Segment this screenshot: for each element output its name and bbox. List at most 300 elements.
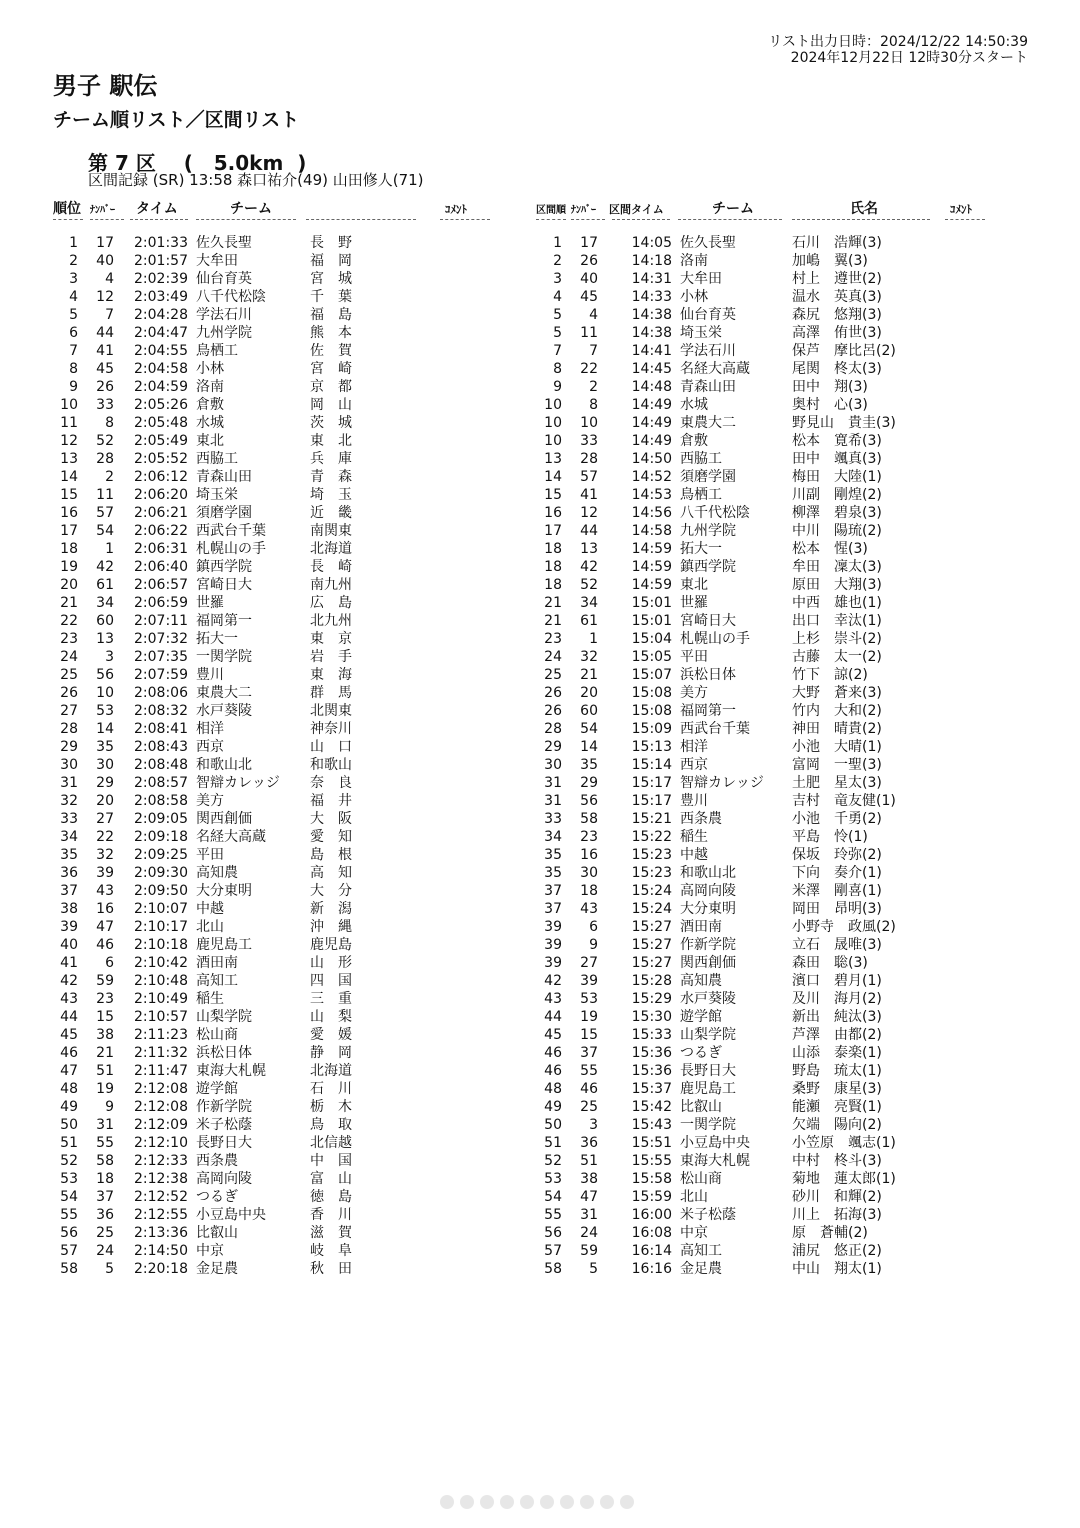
region-cell: 奈 良	[310, 775, 352, 791]
team-cell: 酒田南	[196, 955, 238, 971]
time-cell: 2:07:59	[134, 667, 188, 683]
section-rank-cell: 15	[544, 487, 562, 503]
number-cell: 7	[105, 307, 114, 323]
table-row	[52, 918, 360, 936]
section-rank-cell: 28	[544, 721, 562, 737]
rank-cell: 3	[69, 271, 78, 287]
rank-cell: 40	[60, 937, 78, 953]
start-info: 2024年12月22日 12時30分スタート	[790, 50, 1028, 66]
table-row	[52, 432, 360, 450]
team-cell: 浜松日体	[680, 667, 736, 683]
region-cell: 北九州	[310, 613, 352, 629]
team-cell: 名経大高蔵	[196, 829, 266, 845]
watermark-dots	[440, 1495, 650, 1513]
number-cell: 42	[96, 559, 114, 575]
number-cell: 31	[96, 1117, 114, 1133]
table-row	[534, 522, 938, 540]
rank-cell: 22	[60, 613, 78, 629]
team-cell: 世羅	[196, 595, 224, 611]
time-cell: 2:09:25	[134, 847, 188, 863]
table-row	[52, 1152, 360, 1170]
rank-cell: 9	[69, 379, 78, 395]
number-cell: 28	[96, 451, 114, 467]
team-cell: 大分東明	[196, 883, 252, 899]
table-row	[534, 1206, 938, 1224]
table-row	[534, 900, 938, 918]
table-row	[534, 936, 938, 954]
section-rank-cell: 31	[544, 793, 562, 809]
section-time-cell: 16:08	[631, 1225, 672, 1241]
region-cell: 鳥 取	[310, 1117, 352, 1133]
number-cell: 15	[580, 1027, 598, 1043]
section-rank-cell: 39	[544, 955, 562, 971]
rank-cell: 8	[69, 361, 78, 377]
number-cell: 6	[105, 955, 114, 971]
number-cell: 36	[96, 1207, 114, 1223]
table-row	[534, 342, 938, 360]
region-cell: 熊 本	[310, 325, 352, 341]
table-row	[534, 288, 938, 306]
number-cell: 31	[580, 1207, 598, 1223]
team-cell: 和歌山北	[196, 757, 252, 773]
team-cell: 水戸葵陵	[196, 703, 252, 719]
table-row	[534, 486, 938, 504]
number-cell: 53	[96, 703, 114, 719]
number-cell: 59	[96, 973, 114, 989]
section-time-cell: 15:27	[631, 937, 672, 953]
team-cell: 札幌山の手	[196, 541, 266, 557]
region-cell: 近 畿	[310, 505, 352, 521]
number-cell: 32	[96, 847, 114, 863]
team-cell: 鎮西学院	[680, 559, 736, 575]
table-row	[52, 630, 360, 648]
table-row	[534, 468, 938, 486]
table-row	[52, 990, 360, 1008]
team-cell: 和歌山北	[680, 865, 736, 881]
time-cell: 2:08:43	[134, 739, 188, 755]
region-cell: 石 川	[310, 1081, 352, 1097]
team-cell: 高知工	[680, 1243, 722, 1259]
rank-cell: 27	[60, 703, 78, 719]
time-cell: 2:06:59	[134, 595, 188, 611]
left-header-comment: ｺﾒﾝﾄ	[445, 203, 467, 216]
section-time-cell: 15:17	[631, 775, 672, 791]
right-header-time: 区間タイム	[609, 203, 664, 216]
region-cell: 広 島	[310, 595, 352, 611]
team-order-table	[52, 234, 360, 1278]
runner-name-cell: 川上 拓海(3)	[792, 1207, 882, 1223]
runner-name-cell: 濱口 碧月(1)	[792, 973, 882, 989]
section-rank-cell: 14	[544, 469, 562, 485]
table-row	[534, 828, 938, 846]
runner-name-cell: 梅田 大陸(1)	[792, 469, 882, 485]
number-cell: 58	[96, 1153, 114, 1169]
team-cell: 東海大札幌	[680, 1153, 750, 1169]
number-cell: 56	[580, 793, 598, 809]
rank-cell: 33	[60, 811, 78, 827]
output-datetime-block	[768, 34, 1028, 66]
number-cell: 22	[580, 361, 598, 377]
team-cell: 世羅	[680, 595, 708, 611]
section-time-cell: 15:24	[631, 901, 672, 917]
runner-name-cell: 高澤 侑世(3)	[792, 325, 882, 341]
section-time-cell: 14:41	[631, 343, 672, 359]
team-cell: 西京	[680, 757, 708, 773]
time-cell: 2:20:18	[134, 1261, 188, 1277]
time-cell: 2:06:21	[134, 505, 188, 521]
number-cell: 54	[96, 523, 114, 539]
table-row	[52, 612, 360, 630]
table-row	[52, 1098, 360, 1116]
team-cell: 西武台千葉	[680, 721, 750, 737]
region-cell: 静 岡	[310, 1045, 352, 1061]
table-row	[534, 432, 938, 450]
number-cell: 28	[580, 451, 598, 467]
table-row	[534, 1188, 938, 1206]
number-cell: 40	[96, 253, 114, 269]
number-cell: 27	[580, 955, 598, 971]
number-cell: 1	[589, 631, 598, 647]
number-cell: 20	[580, 685, 598, 701]
team-cell: 学法石川	[196, 307, 252, 323]
runner-name-cell: 野見山 貴圭(3)	[792, 415, 896, 431]
section-rank-cell: 18	[544, 541, 562, 557]
section-time-cell: 15:09	[631, 721, 672, 737]
number-cell: 9	[589, 937, 598, 953]
time-cell: 2:11:32	[134, 1045, 188, 1061]
number-cell: 26	[580, 253, 598, 269]
number-cell: 41	[96, 343, 114, 359]
section-rank-cell: 10	[544, 433, 562, 449]
time-cell: 2:10:49	[134, 991, 188, 1007]
team-cell: 金足農	[196, 1261, 238, 1277]
team-cell: 米子松蔭	[196, 1117, 252, 1133]
region-cell: 富 山	[310, 1171, 352, 1187]
section-rank-cell: 26	[544, 685, 562, 701]
rank-cell: 13	[60, 451, 78, 467]
region-cell: 北海道	[310, 1063, 352, 1079]
section-time-cell: 14:58	[631, 523, 672, 539]
number-cell: 60	[96, 613, 114, 629]
header-divider	[571, 219, 605, 220]
team-cell: 水城	[196, 415, 224, 431]
region-cell: 宮 崎	[310, 361, 352, 377]
runner-name-cell: 奥村 心(3)	[792, 397, 868, 413]
team-cell: 鹿児島工	[196, 937, 252, 953]
section-time-cell: 15:23	[631, 865, 672, 881]
team-cell: 洛南	[680, 253, 708, 269]
section-time-cell: 14:31	[631, 271, 672, 287]
number-cell: 37	[580, 1045, 598, 1061]
section-time-cell: 15:01	[631, 613, 672, 629]
section-rank-cell: 44	[544, 1009, 562, 1025]
table-row	[534, 756, 938, 774]
section-time-cell: 14:45	[631, 361, 672, 377]
time-cell: 2:08:32	[134, 703, 188, 719]
team-cell: 東北	[680, 577, 708, 593]
time-cell: 2:08:41	[134, 721, 188, 737]
header-divider	[678, 219, 782, 220]
region-cell: 四 国	[310, 973, 352, 989]
number-cell: 39	[580, 973, 598, 989]
number-cell: 58	[580, 811, 598, 827]
team-cell: 山梨学院	[680, 1027, 736, 1043]
section-rank-cell: 13	[544, 451, 562, 467]
runner-name-cell: 牟田 凜太(3)	[792, 559, 882, 575]
team-cell: 美方	[680, 685, 708, 701]
team-cell: 山梨学院	[196, 1009, 252, 1025]
section-rank-cell: 39	[544, 919, 562, 935]
section-rank-cell: 51	[544, 1135, 562, 1151]
header-divider	[792, 219, 930, 220]
section-rank-cell: 21	[544, 613, 562, 629]
section-time-cell: 15:24	[631, 883, 672, 899]
section-rank-cell: 39	[544, 937, 562, 953]
team-cell: 八千代松陰	[196, 289, 266, 305]
section-rank-cell: 52	[544, 1153, 562, 1169]
runner-name-cell: 田中 颯真(3)	[792, 451, 882, 467]
number-cell: 38	[96, 1027, 114, 1043]
section-rank-cell: 33	[544, 811, 562, 827]
table-row	[52, 774, 360, 792]
runner-name-cell: 大野 蒼来(3)	[792, 685, 882, 701]
number-cell: 61	[580, 613, 598, 629]
table-row	[534, 882, 938, 900]
number-cell: 11	[96, 487, 114, 503]
region-cell: 福 島	[310, 307, 352, 323]
team-cell: 遊学館	[196, 1081, 238, 1097]
section-rank-cell: 55	[544, 1207, 562, 1223]
section-time-cell: 14:50	[631, 451, 672, 467]
team-cell: 学法石川	[680, 343, 736, 359]
number-cell: 26	[96, 379, 114, 395]
team-cell: つるぎ	[680, 1045, 722, 1061]
runner-name-cell: 古藤 太一(2)	[792, 649, 882, 665]
team-cell: 拓大一	[196, 631, 238, 647]
table-row	[534, 1260, 938, 1278]
team-cell: 中越	[196, 901, 224, 917]
section-rank-cell: 24	[544, 649, 562, 665]
region-cell: 宮 城	[310, 271, 352, 287]
time-cell: 2:13:36	[134, 1225, 188, 1241]
region-cell: 兵 庫	[310, 451, 352, 467]
time-cell: 2:14:50	[134, 1243, 188, 1259]
table-row	[534, 1152, 938, 1170]
region-cell: 徳 島	[310, 1189, 352, 1205]
team-cell: 平田	[196, 847, 224, 863]
table-row	[534, 684, 938, 702]
team-cell: 酒田南	[680, 919, 722, 935]
time-cell: 2:06:20	[134, 487, 188, 503]
table-row	[52, 846, 360, 864]
section-rank-cell: 9	[553, 379, 562, 395]
number-cell: 10	[580, 415, 598, 431]
table-row	[534, 666, 938, 684]
section-rank-cell: 58	[544, 1261, 562, 1277]
number-cell: 35	[580, 757, 598, 773]
table-row	[52, 306, 360, 324]
region-cell: 神奈川	[310, 721, 352, 737]
team-cell: 智辯カレッジ	[680, 775, 764, 791]
number-cell: 59	[580, 1243, 598, 1259]
table-row	[52, 486, 360, 504]
table-row	[534, 630, 938, 648]
team-cell: 稲生	[680, 829, 708, 845]
table-row	[52, 576, 360, 594]
section-rank-cell: 45	[544, 1027, 562, 1043]
section-order-table	[534, 234, 938, 1278]
section-rank-cell: 46	[544, 1045, 562, 1061]
table-row	[534, 558, 938, 576]
time-cell: 2:04:47	[134, 325, 188, 341]
runner-name-cell: 米澤 剛喜(1)	[792, 883, 882, 899]
time-cell: 2:01:33	[134, 235, 188, 251]
rank-cell: 44	[60, 1009, 78, 1025]
time-cell: 2:05:52	[134, 451, 188, 467]
runner-name-cell: 中川 陽琉(2)	[792, 523, 882, 539]
team-cell: 金足農	[680, 1261, 722, 1277]
section-time-cell: 15:51	[631, 1135, 672, 1151]
section-time-cell: 14:59	[631, 559, 672, 575]
rank-cell: 51	[60, 1135, 78, 1151]
team-cell: 米子松蔭	[680, 1207, 736, 1223]
team-cell: 美方	[196, 793, 224, 809]
runner-name-cell: 温水 英真(3)	[792, 289, 882, 305]
table-row	[52, 666, 360, 684]
section-rank-cell: 16	[544, 505, 562, 521]
section-record: 区間記録 (SR) 13:58 森口祐介(49) 山田修人(71)	[88, 171, 424, 189]
team-cell: 相洋	[680, 739, 708, 755]
section-time-cell: 16:00	[631, 1207, 672, 1223]
number-cell: 54	[580, 721, 598, 737]
rank-cell: 35	[60, 847, 78, 863]
number-cell: 33	[96, 397, 114, 413]
time-cell: 2:09:50	[134, 883, 188, 899]
team-cell: 高知工	[196, 973, 238, 989]
rank-cell: 26	[60, 685, 78, 701]
table-row	[52, 378, 360, 396]
rank-cell: 54	[60, 1189, 78, 1205]
table-row	[534, 1044, 938, 1062]
section-time-cell: 15:42	[631, 1099, 672, 1115]
section-time-cell: 15:08	[631, 703, 672, 719]
rank-cell: 23	[60, 631, 78, 647]
region-cell: 北海道	[310, 541, 352, 557]
table-row	[52, 900, 360, 918]
table-row	[534, 612, 938, 630]
number-cell: 38	[580, 1171, 598, 1187]
rank-cell: 34	[60, 829, 78, 845]
team-cell: 比叡山	[196, 1225, 238, 1241]
rank-cell: 29	[60, 739, 78, 755]
section-rank-cell: 5	[553, 325, 562, 341]
table-row	[52, 414, 360, 432]
region-cell: 北関東	[310, 703, 352, 719]
section-rank-cell: 21	[544, 595, 562, 611]
team-cell: 関西創価	[196, 811, 252, 827]
runner-name-cell: 中西 雄也(1)	[792, 595, 882, 611]
table-row	[534, 1224, 938, 1242]
number-cell: 13	[580, 541, 598, 557]
time-cell: 2:05:26	[134, 397, 188, 413]
table-row	[534, 360, 938, 378]
table-row	[52, 1260, 360, 1278]
number-cell: 39	[96, 865, 114, 881]
section-heading: 第 7 区 ( 5.0km )	[88, 151, 307, 175]
team-cell: 宮崎日大	[680, 613, 736, 629]
table-row	[534, 252, 938, 270]
table-row	[52, 648, 360, 666]
section-rank-cell: 17	[544, 523, 562, 539]
runner-name-cell: 竹下 諒(2)	[792, 667, 868, 683]
team-cell: 九州学院	[680, 523, 736, 539]
rank-cell: 55	[60, 1207, 78, 1223]
page-title: 男子 駅伝	[53, 72, 158, 100]
table-row	[534, 1062, 938, 1080]
number-cell: 11	[580, 325, 598, 341]
section-time-cell: 15:28	[631, 973, 672, 989]
section-time-cell: 14:49	[631, 415, 672, 431]
region-cell: 秋 田	[310, 1261, 352, 1277]
table-row	[534, 954, 938, 972]
rank-cell: 31	[60, 775, 78, 791]
section-time-cell: 15:58	[631, 1171, 672, 1187]
table-row	[534, 378, 938, 396]
number-cell: 40	[580, 271, 598, 287]
table-row	[52, 594, 360, 612]
time-cell: 2:08:57	[134, 775, 188, 791]
table-row	[534, 918, 938, 936]
table-row	[52, 504, 360, 522]
rank-cell: 2	[69, 253, 78, 269]
team-cell: 高岡向陵	[680, 883, 736, 899]
number-cell: 37	[96, 1189, 114, 1205]
time-cell: 2:12:38	[134, 1171, 188, 1187]
number-cell: 51	[96, 1063, 114, 1079]
team-cell: 大牟田	[680, 271, 722, 287]
runner-name-cell: 桑野 康星(3)	[792, 1081, 882, 1097]
number-cell: 16	[96, 901, 114, 917]
rank-cell: 21	[60, 595, 78, 611]
section-rank-cell: 29	[544, 739, 562, 755]
runner-name-cell: 菊地 蓮太郎(1)	[792, 1171, 896, 1187]
table-row	[52, 936, 360, 954]
runner-name-cell: 野島 琉太(1)	[792, 1063, 882, 1079]
table-row	[534, 1134, 938, 1152]
number-cell: 23	[580, 829, 598, 845]
header-divider	[53, 219, 83, 220]
table-row	[534, 1098, 938, 1116]
table-row	[534, 396, 938, 414]
number-cell: 19	[96, 1081, 114, 1097]
rank-cell: 49	[60, 1099, 78, 1115]
runner-name-cell: 立石 晟唯(3)	[792, 937, 882, 953]
header-divider	[612, 219, 670, 220]
number-cell: 51	[580, 1153, 598, 1169]
runner-name-cell: 村上 遵世(2)	[792, 271, 882, 287]
rank-cell: 18	[60, 541, 78, 557]
table-row	[52, 738, 360, 756]
team-cell: 松山商	[196, 1027, 238, 1043]
region-cell: 福 井	[310, 793, 352, 809]
number-cell: 17	[96, 235, 114, 251]
table-row	[534, 1026, 938, 1044]
section-time-cell: 16:16	[631, 1261, 672, 1277]
table-row	[52, 540, 360, 558]
table-row	[52, 252, 360, 270]
table-row	[534, 504, 938, 522]
region-cell: 東 京	[310, 631, 352, 647]
